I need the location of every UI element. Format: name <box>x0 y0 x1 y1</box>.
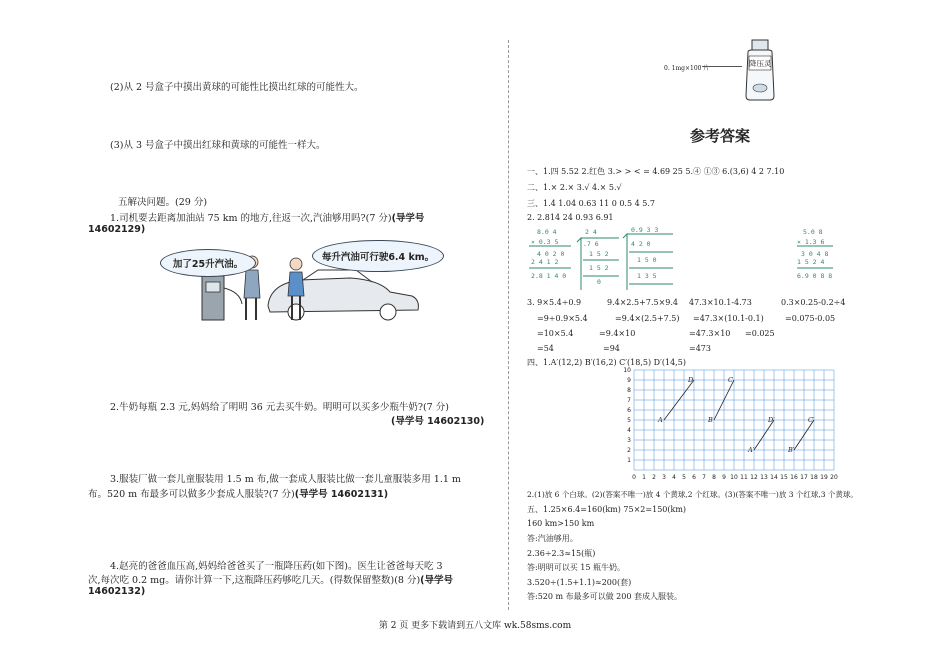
grid-x-tick: 3 <box>662 474 666 481</box>
bottle-label: 降压灵 <box>749 59 772 68</box>
svg-text:2 4 1 2: 2 4 1 2 <box>531 258 559 266</box>
svg-text:1 3 5: 1 3 5 <box>637 272 657 280</box>
calc-r3-c2: =9.4×10 <box>599 329 636 338</box>
answers-title: 参考答案 <box>690 127 751 145</box>
grid-x-tick: 11 <box>740 474 748 481</box>
svg-text:× 0.3 5: × 0.3 5 <box>531 238 559 246</box>
grid-y-tick: 10 <box>623 367 631 374</box>
calculation-grid <box>527 298 857 354</box>
grid-x-tick: 9 <box>722 474 726 481</box>
problem-1-text: 1.司机要去距离加油站 75 km 的地方,往返一次,汽油够用吗?(7 分) <box>110 213 392 224</box>
point-label: A <box>658 416 663 424</box>
point-label: B′ <box>788 446 795 454</box>
calc-r4-c2: =94 <box>603 344 620 353</box>
point-label: B <box>708 416 713 424</box>
grid-x-tick: 20 <box>830 474 838 481</box>
grid-x-tick: 4 <box>672 474 676 481</box>
svg-text:0: 0 <box>597 278 601 286</box>
calc-r1-c4: 0.3×0.25-0.2÷4 <box>781 298 846 307</box>
grid-x-tick: 8 <box>712 474 716 481</box>
calc-r2-c3: =47.3×(10.1-0.1) <box>693 314 764 323</box>
answer-5-4: 2.36÷2.3≈15(瓶) <box>527 549 596 558</box>
grid-y-tick: 3 <box>627 437 631 444</box>
svg-text:× 1.3 6: × 1.3 6 <box>797 238 825 246</box>
grid-x-tick: 18 <box>810 474 818 481</box>
bottle-spec: 0. 1mg×100 片 <box>664 65 710 72</box>
calc-r3-c3: =47.3×10 <box>689 329 731 338</box>
problem-4-tag: (导学号 <box>420 575 454 586</box>
point-label: A′ <box>748 446 755 454</box>
grid-x-tick: 0 <box>632 474 636 481</box>
answer-section-3-2: 2. 2.814 24 0.93 6.91 <box>527 213 614 222</box>
problem-4-text: 次,每次吃 0.2 mg。请你计算一下,这瓶降压药够吃几天。(得数保留整数)(8 分) <box>88 575 421 586</box>
point-label: D <box>688 376 694 384</box>
problem-3-line1: 3.服装厂做一套儿童服装用 1.5 m 布,做一套成人服装比做一套儿童服装多用 1.1 m <box>110 474 461 485</box>
grid-x-tick: 6 <box>692 474 696 481</box>
problem-4-line3: 14602132) <box>88 586 146 597</box>
section-5-title: 五解决问题。(29 分) <box>118 197 208 208</box>
answer-section-1: 一、1.四 5.52 2.红色 3.> > < = 4.69 25 5.④ ①③ 6.(3,6) 4 2 7.10 <box>527 167 785 176</box>
calc-r4-c1: =54 <box>537 344 554 353</box>
speech-bubble-left: 加了25升汽油。 <box>160 249 256 277</box>
svg-text:.7 6: .7 6 <box>583 240 599 248</box>
grid-x-tick: 2 <box>652 474 656 481</box>
svg-text:2.8 1 4 0: 2.8 1 4 0 <box>531 272 567 280</box>
answer-5-7: 答:520 m 布最多可以做 200 套成人服装。 <box>527 592 682 601</box>
grid-x-tick: 14 <box>770 474 778 481</box>
answer-section-4-label: 四、1.A′(12,2) B′(16,2) C′(18,5) D′(14,5) <box>527 358 686 367</box>
svg-text:1 5 2 4: 1 5 2 4 <box>797 258 825 266</box>
grid-x-tick: 13 <box>760 474 768 481</box>
calc-r2-c4: =0.075-0.05 <box>785 314 836 323</box>
grid-y-tick: 6 <box>627 407 631 414</box>
svg-text:4 2 0: 4 2 0 <box>631 240 651 248</box>
grid-x-tick: 16 <box>790 474 798 481</box>
problem-2-line2: (导学号 14602130) <box>391 416 485 427</box>
problem-3-text: 布。520 m 布最多可以做多少套成人服装?(7 分) <box>88 489 295 500</box>
svg-text:0.9 3 3: 0.9 3 3 <box>631 226 659 234</box>
calc-r2-c2: =9.4×(2.5+7.5) <box>615 314 680 323</box>
answer-5-1: 五、1.25×6.4=160(km) 75×2=150(km) <box>527 505 687 514</box>
calc-r1-c1: 3. 9×5.4÷0.9 <box>527 298 582 307</box>
grid-y-tick: 5 <box>627 417 631 424</box>
grid-x-tick: 7 <box>702 474 706 481</box>
grid-x-tick: 15 <box>780 474 788 481</box>
problem-2-line1: 2.牛奶每瓶 2.3 元,妈妈给了明明 36 元去买牛奶。明明可以买多少瓶牛奶?(7 分) <box>110 402 449 413</box>
grid-y-tick: 2 <box>627 447 631 454</box>
calc-r1-c3: 47.3×10.1-4.73 <box>689 298 752 307</box>
calc-r1-c2: 9.4×2.5+7.5×9.4 <box>607 298 678 307</box>
coordinate-grid <box>620 366 840 484</box>
grid-x-tick: 10 <box>730 474 738 481</box>
vertical-calculations <box>527 224 837 292</box>
question-3: (3)从 3 号盒子中摸出红球和黄球的可能性一样大。 <box>110 140 326 151</box>
problem-4-line2 <box>88 572 453 586</box>
point-label: C′ <box>808 416 815 424</box>
grid-x-tick: 12 <box>750 474 758 481</box>
question-2: (2)从 2 号盒子中摸出黄球的可能性比摸出红球的可能性大。 <box>110 82 364 93</box>
grid-x-tick: 17 <box>800 474 808 481</box>
calc-r2-c1: =9÷0.9×5.4 <box>537 314 588 323</box>
medicine-bottle <box>740 38 780 102</box>
bottle-pointer-line <box>702 66 742 67</box>
answer-5-3: 答:汽油够用。 <box>527 534 578 543</box>
problem-1-tag: (导学号 <box>391 213 425 224</box>
problem-3-line2 <box>88 486 388 500</box>
problem-1-line1 <box>110 210 424 224</box>
grid-y-tick: 8 <box>627 387 631 394</box>
answer-5-6: 3.520÷(1.5+1.1)≈200(套) <box>527 578 632 587</box>
answer-5-2: 160 km>150 km <box>527 519 595 528</box>
svg-text:2 4: 2 4 <box>585 228 597 236</box>
grid-y-tick: 1 <box>627 457 631 464</box>
calc-r3-c4: =0.025 <box>745 329 775 338</box>
answer-5-5: 答:明明可以买 15 瓶牛奶。 <box>527 563 625 572</box>
point-label: D′ <box>768 416 775 424</box>
grid-x-tick: 5 <box>682 474 686 481</box>
calc-r4-c3: =473 <box>689 344 711 353</box>
point-label: C <box>728 376 733 384</box>
problem-1-line2: 14602129) <box>88 224 146 235</box>
calc-r3-c1: =10×5.4 <box>537 329 574 338</box>
problem-4-line1: 4.赵亮的爸爸血压高,妈妈给爸爸买了一瓶降压药(如下图)。医生让爸爸每天吃 3 <box>110 561 443 572</box>
grid-y-tick: 4 <box>627 427 631 434</box>
speech-bubble-right: 每升汽油可行驶6.4 km。 <box>312 240 444 272</box>
svg-text:3 0 4 8: 3 0 4 8 <box>801 250 829 258</box>
column-divider <box>508 40 509 610</box>
grid-y-tick: 9 <box>627 377 631 384</box>
svg-text:1 5 0: 1 5 0 <box>637 256 657 264</box>
svg-text:1 5 2: 1 5 2 <box>589 264 609 272</box>
grid-x-tick: 1 <box>642 474 646 481</box>
page-footer: 第 2 页 更多下载请到五八文库 wk.58sms.com <box>378 621 572 631</box>
svg-text:4 0 2 0: 4 0 2 0 <box>537 250 565 258</box>
problem-3-tag: (导学号 14602131) <box>294 489 389 500</box>
answer-section-3: 三、1.4 1.04 0.63 11 0 0.5 4 5.7 <box>527 199 655 208</box>
grid-x-tick: 19 <box>820 474 828 481</box>
svg-text:1 5 2: 1 5 2 <box>589 250 609 258</box>
svg-text:8.0 4: 8.0 4 <box>537 228 557 236</box>
svg-text:6.9 0 8 8: 6.9 0 8 8 <box>797 272 833 280</box>
answer-section-2: 二、1.× 2.× 3.√ 4.× 5.√ <box>527 183 622 192</box>
bottle-icon <box>740 38 780 102</box>
vertical-calc-drawing <box>527 224 837 292</box>
grid-y-tick: 7 <box>627 397 631 404</box>
grid-drawing <box>620 366 840 484</box>
answer-section-4-2: 2.(1)放 6 个白球。(2)(答案不唯一)放 4 个黄球,2 个红球。(3)(答案不唯一)放 3 个红球,3 个黄球。 <box>527 490 858 499</box>
svg-text:5.0 8: 5.0 8 <box>803 228 823 236</box>
